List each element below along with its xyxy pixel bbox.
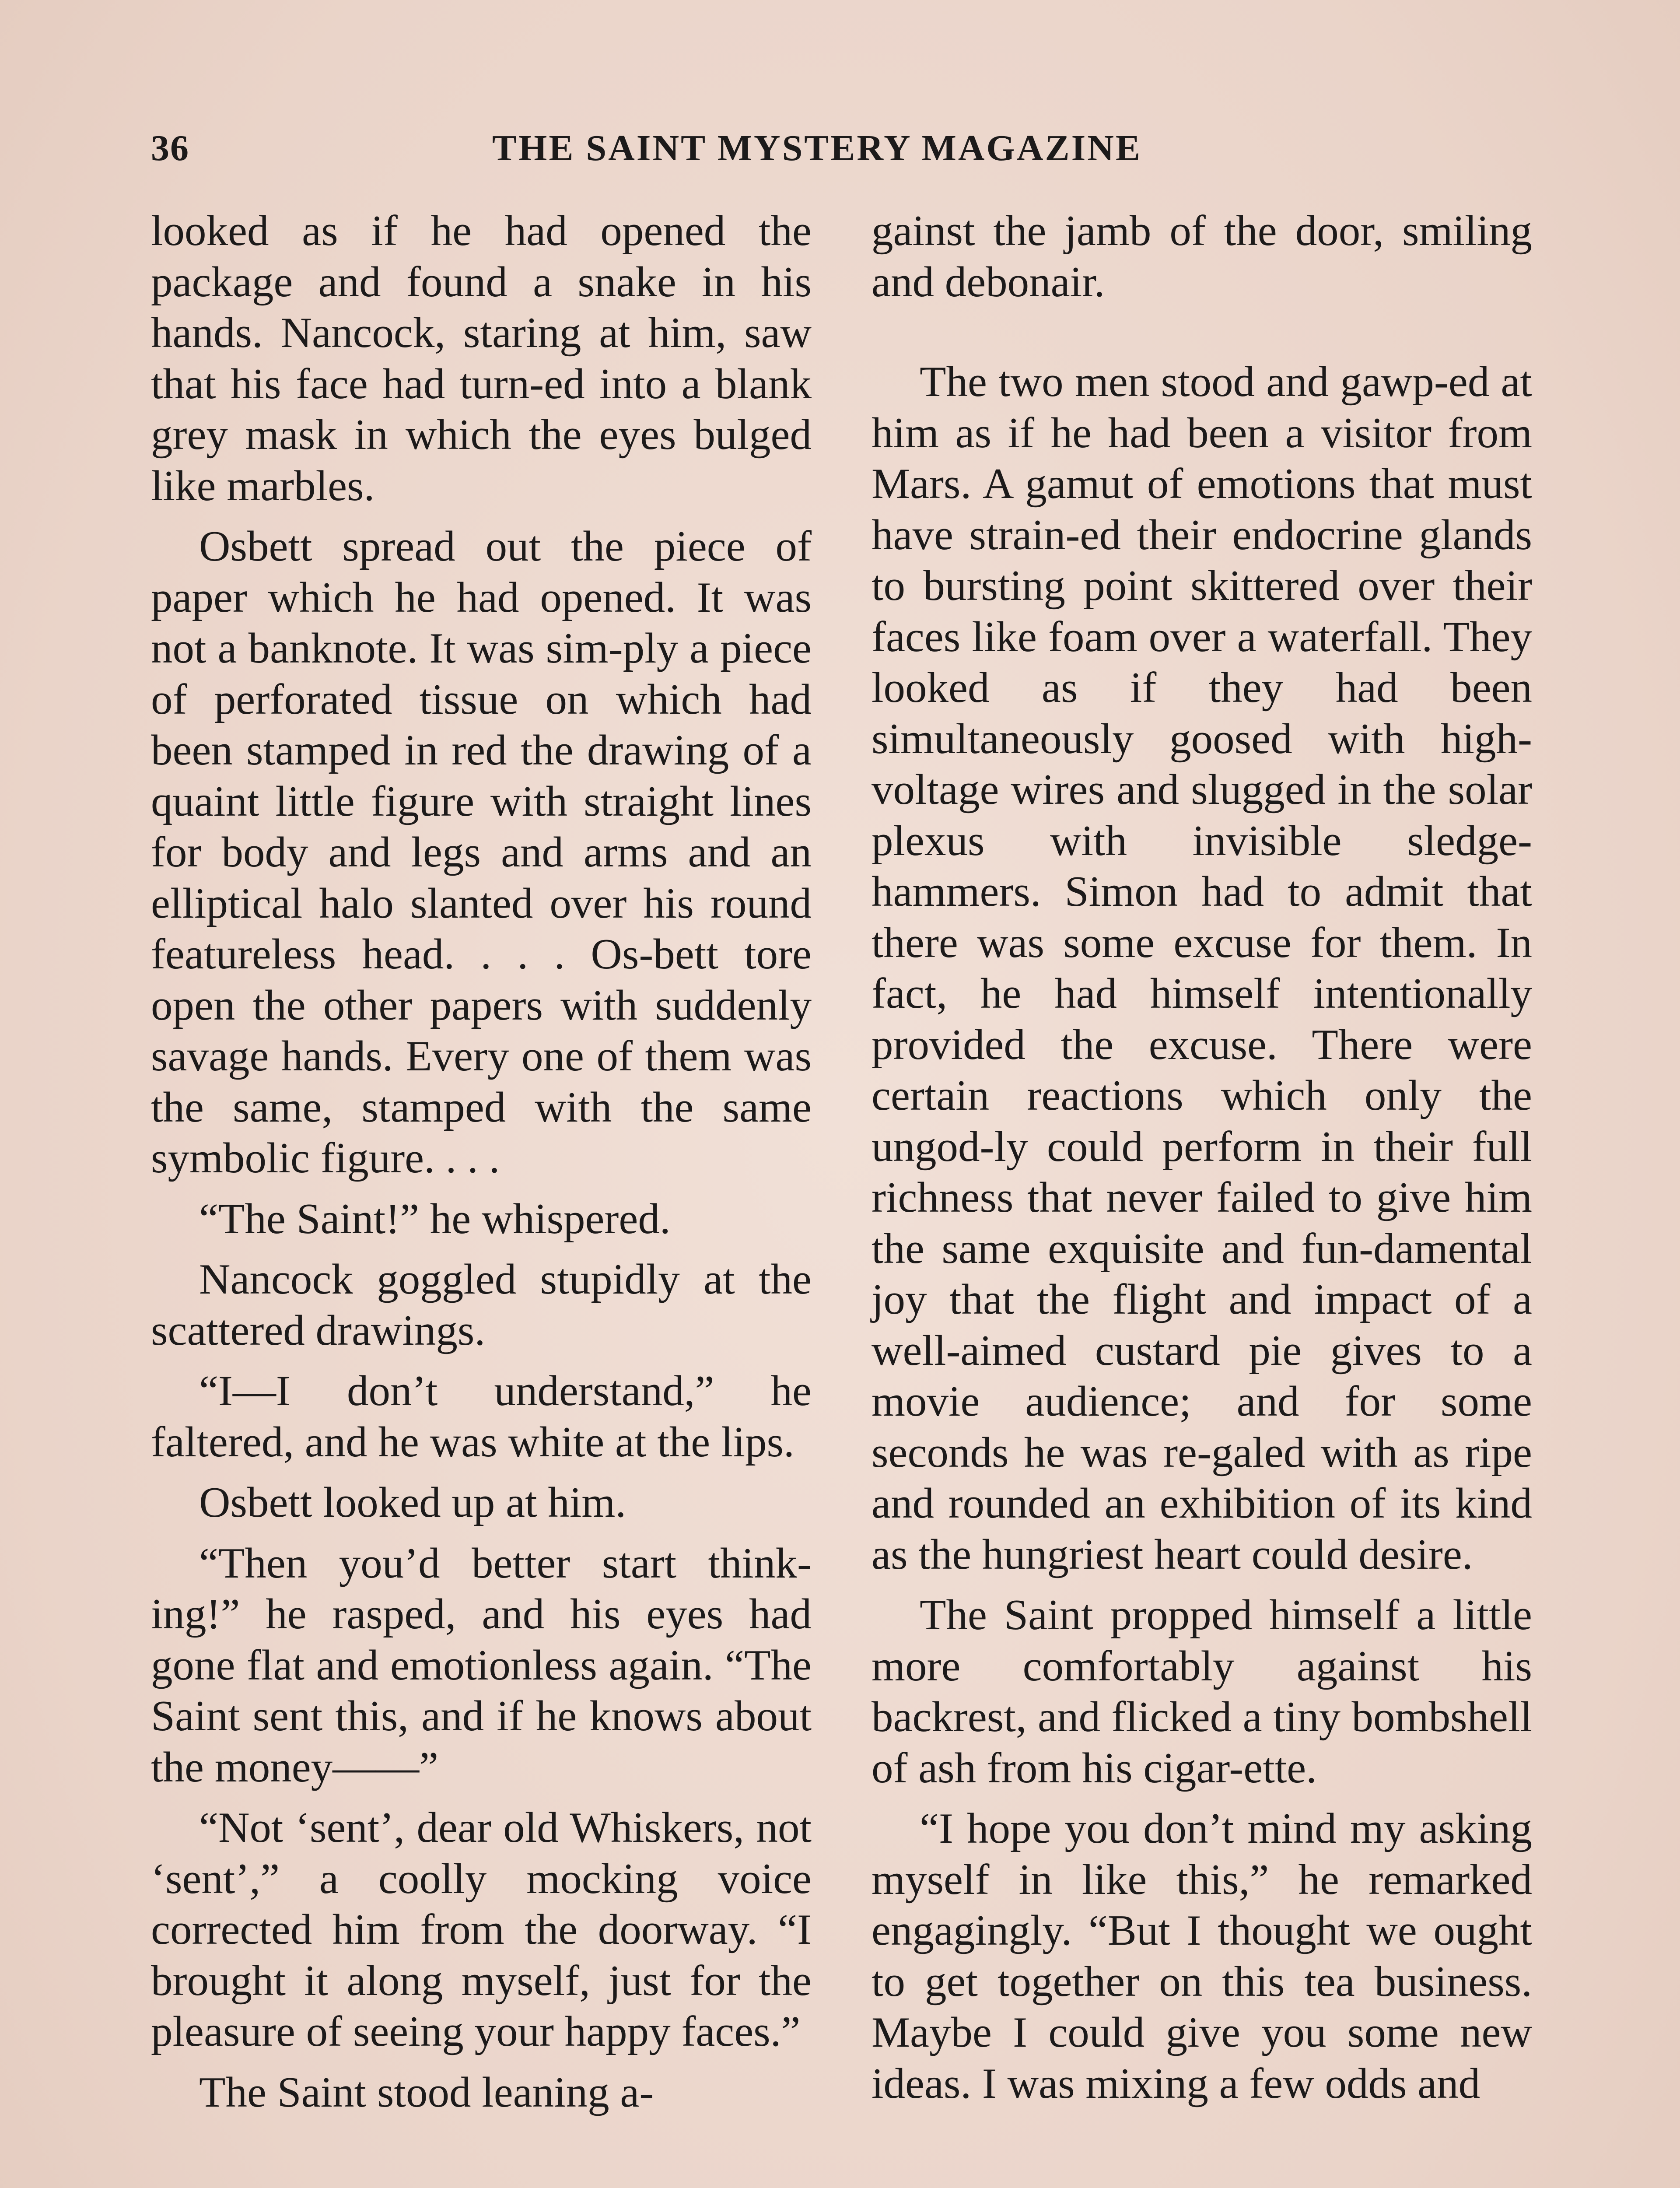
paragraph: Nancock goggled stupidly at the scattered drawings. (151, 1255, 812, 1354)
page-header (151, 127, 1540, 184)
paragraph: looked as if he had opened the package and found a snake in his hands. Nancock, staring at him, saw that his face had turn-ed into a blank grey mask in which the eyes bulged like marbles. (151, 207, 812, 510)
paragraph: “I hope you don’t mind my asking myself in like this,” he remarked engagingly. “But I thought we ought to get together on this tea business. Maybe I could give you some new ideas. I was mixing a few odds and (872, 1805, 1532, 2107)
paragraph: Osbett looked up at him. (199, 1479, 626, 1526)
paragraph: “Not ‘sent’, dear old Whiskers, not ‘sent’,” a coolly mocking voice corrected him from the doorway. “I brought it along myself, just for the pleasure of seeing your happy faces.” (151, 1804, 812, 2055)
paragraph: Osbett spread out the piece of paper which he had opened. It was not a banknote. It was sim-ply a piece of perforated tissue on which had been stamped in red the drawing of a quaint little figure with straight lines for body and legs and arms and an elliptical halo slanted over his round featureless head. . . . Os-bett tore open the other papers with suddenly savage hands. Every one of them was the same, stamped with the same symbolic figure. . . . (151, 522, 812, 1182)
running-title: THE SAINT MYSTERY MAGAZINE (492, 128, 1142, 168)
left-column (151, 206, 812, 2118)
paragraph: gainst the jamb of the door, smiling and debonair. (872, 207, 1532, 306)
paragraph: The two men stood and gawp-ed at him as if he had been a visitor from Mars. A gamut of emotions that must have strain-ed their endocrine glands to bursting point skittered over their faces like foam over a waterfall. They looked as if they had been simultaneously goosed with high-voltage wires and slugged in the solar plexus with invisible sledge-hammers. Simon had to admit that there was some excuse for them. In fact, he had himself intentionally provided the excuse. There were certain reactions which only the ungod-ly could perform in their full richness that never failed to give him the same exquisite and fun-damental joy that the flight and impact of a well-aimed custard pie gives to a movie audience; and for some seconds he was re-galed with as ripe and rounded an exhibition of its kind as the hungriest heart could desire. (872, 358, 1532, 1578)
paragraph: “The Saint!” he whispered. (199, 1195, 671, 1243)
right-column (872, 206, 1532, 2109)
page-number: 36 (151, 128, 189, 168)
paragraph: “I—I don’t understand,” he faltered, and he was white at the lips. (151, 1367, 812, 1466)
paragraph: “Then you’d better start think-ing!” he rasped, and his eyes had gone flat and emotionless again. “The Saint sent this, and if he knows about the money——” (151, 1539, 812, 1791)
paragraph: The Saint propped himself a little more comfortably against his backrest, and flicked a tiny bombshell of ash from his cigar-ette. (872, 1591, 1532, 1792)
paragraph: The Saint stood leaning a- (199, 2068, 654, 2116)
